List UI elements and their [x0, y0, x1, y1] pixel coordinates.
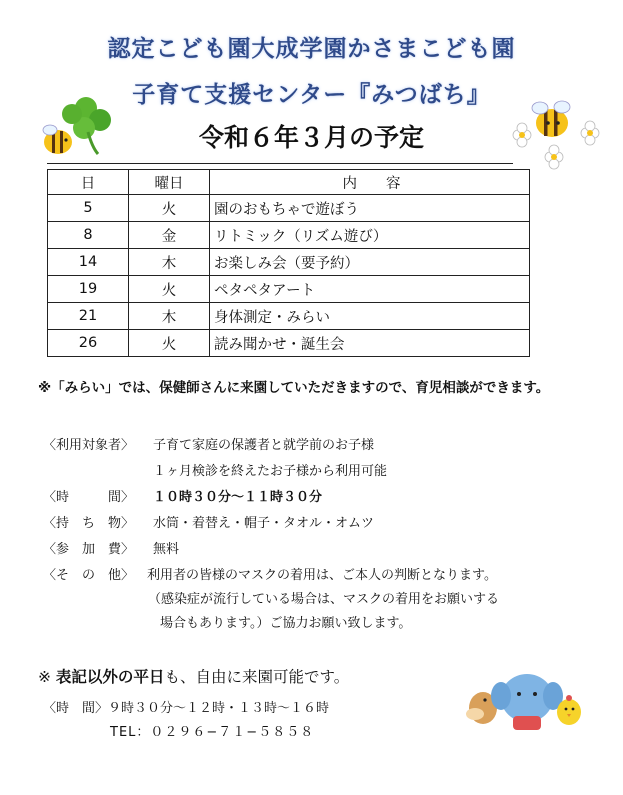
weekday-cell: 火 [129, 276, 210, 303]
info-label: 〈持 ち 物〉 [43, 516, 135, 531]
weekday-notice [38, 665, 349, 687]
day-cell: 26 [48, 330, 129, 357]
table-row [48, 222, 530, 249]
weekday-rest: も、自由に来園可能です。 [164, 668, 350, 686]
title-line-1: 認定こども園大成学園かさまこども園 [107, 36, 516, 62]
info-value: 利用者の皆様のマスクの着用は、ご本人の判断となります。 [147, 568, 497, 583]
table-row [48, 249, 530, 276]
weekday-time-label: 〈時 間〉 [43, 701, 109, 716]
weekday-cell: 木 [129, 303, 210, 330]
info-value: 無料 [153, 542, 180, 557]
col-header-content: 内 容 [210, 170, 530, 195]
info-value: １０時３０分～１１時３０分 [153, 490, 323, 505]
content-cell: ペタペタアート [210, 276, 530, 303]
day-cell: 14 [48, 249, 129, 276]
info-value: 子育て家庭の保護者と就学前のお子様 [153, 438, 375, 453]
weekday-prefix: ※ [38, 668, 56, 686]
weekday-time [43, 697, 329, 716]
day-cell: 5 [48, 195, 129, 222]
content-cell: 園のおもちゃで遊ぼう [210, 195, 530, 222]
info-label: 〈そ の 他〉 [43, 568, 135, 583]
content-cell: 読み聞かせ・誕生会 [210, 330, 530, 357]
weekday-cell: 火 [129, 330, 210, 357]
info-items [43, 512, 374, 531]
info-other [43, 564, 497, 583]
content-cell: 身体測定・みらい [210, 303, 530, 330]
info-value: 水筒・着替え・帽子・タオル・オムツ [153, 516, 375, 531]
table-header-row [48, 170, 530, 195]
table-row [48, 303, 530, 330]
content-cell: リトミック（リズム遊び） [210, 222, 530, 249]
telephone [110, 721, 314, 740]
table-row [48, 330, 530, 357]
info-fee [43, 538, 179, 557]
info-target-line2: １ヶ月検診を終えたお子様から利用可能 [153, 464, 388, 479]
tel-label: TEL： [110, 725, 151, 740]
col-header-weekday: 曜日 [129, 170, 210, 195]
table-row [48, 276, 530, 303]
info-label: 〈参 加 費〉 [43, 542, 135, 557]
flower-icon [545, 145, 563, 169]
day-cell: 8 [48, 222, 129, 249]
col-header-day: 日 [48, 170, 129, 195]
bee-flowers-illustration [510, 95, 615, 175]
info-other-line2: （感染症が流行している場合は、マスクの着用をお願いする [148, 592, 500, 607]
day-cell: 19 [48, 276, 129, 303]
weekday-cell: 木 [129, 249, 210, 276]
schedule-table [47, 169, 530, 357]
bee-icon [532, 101, 570, 137]
elephant-icon [491, 674, 563, 730]
info-label: 〈時 間〉 [43, 490, 135, 505]
month-title: 令和６年３月の予定 [198, 123, 424, 152]
weekday-cell: 火 [129, 195, 210, 222]
tel-value: ０２９６−７１−５８５８ [150, 725, 315, 740]
info-other-line3: 場合もあります。）ご協力お願い致します。 [160, 616, 412, 631]
weekday-bold: 表記以外の平日 [55, 668, 165, 686]
weekday-time-value: ９時３０分～１２時・１３時～１６時 [108, 701, 330, 716]
consultation-note: ※「みらい」では、保健師さんに来園していただきますので、育児相談ができます。 [38, 380, 550, 396]
info-label: 〈利用対象者〉 [43, 438, 135, 453]
content-cell: お楽しみ会（要予約） [210, 249, 530, 276]
animals-illustration [465, 668, 585, 734]
info-time [43, 486, 322, 505]
bee-icon [43, 125, 72, 154]
info-target [43, 434, 374, 453]
clover-bee-illustration [38, 92, 118, 167]
title-line-2: 子育て支援センター『みつばち』 [132, 82, 491, 108]
table-row [48, 195, 530, 222]
day-cell: 21 [48, 303, 129, 330]
weekday-cell: 金 [129, 222, 210, 249]
flower-icon [513, 123, 531, 147]
flower-icon [581, 121, 599, 145]
